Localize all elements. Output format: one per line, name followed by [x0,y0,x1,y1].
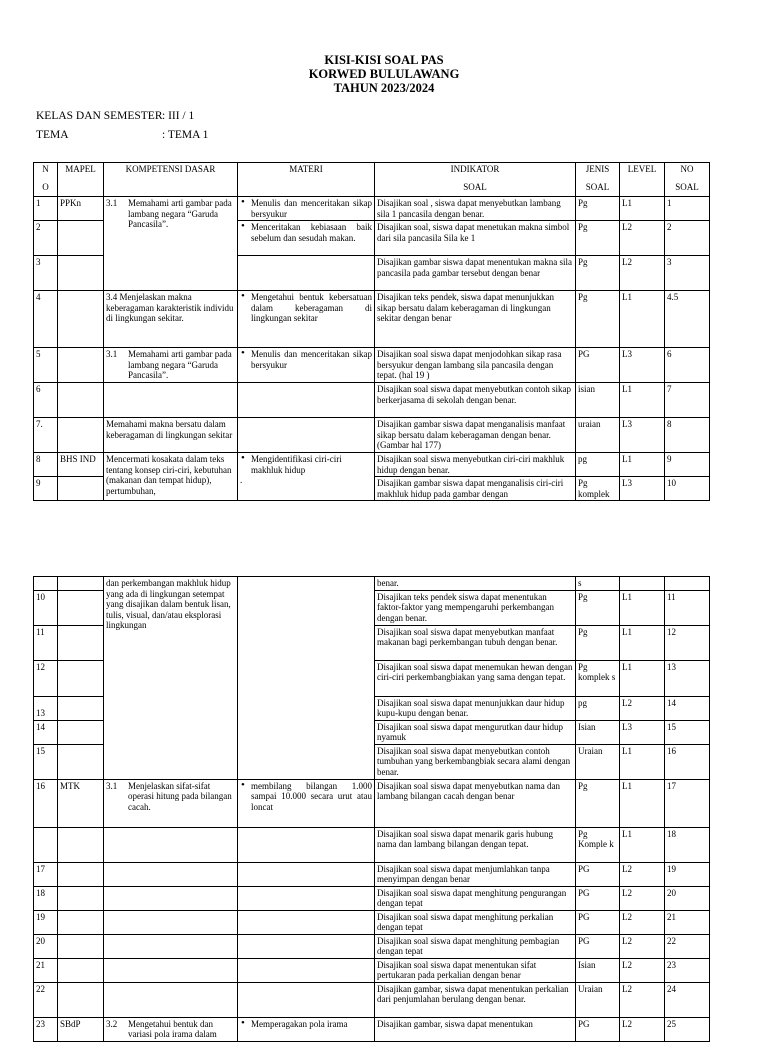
table-cell: 20 [34,934,58,958]
table-cell [238,383,375,418]
header-jenis: JENIS SOAL [576,163,620,197]
table-cell: 15 [665,720,710,744]
table-cell: 25 [665,1017,710,1041]
table-cell: 12 [665,625,710,660]
table-cell: 1 [34,197,58,221]
table-cell: 7 [665,383,710,418]
table-cell: Disajikan soal siswa dapat menyebutkan contoh tumbuhan yang berkembangbiak secara alami dengan benar. [375,744,576,779]
table-cell: L1 [620,744,665,779]
table-cell [58,696,104,720]
table-cell: L1 [620,291,665,348]
table-cell [238,910,375,934]
table-cell [238,982,375,1017]
table-cell: PG [576,862,620,886]
table-cell: Pg [576,779,620,827]
table-cell: Pg komplek [576,477,620,501]
table-cell [104,910,238,934]
table-cell: 19 [665,862,710,886]
table-cell: 6 [665,348,710,383]
table-cell: Uraian [576,982,620,1017]
table-cell: 3 [665,256,710,291]
table-cell: 19 [34,910,58,934]
table-cell: Disajikan gambar, siswa dapat menentukan perkalian dari penjumlahan berulang dengan benar. [375,982,576,1017]
table-cell: 15 [34,744,58,779]
table-cell: Disajikan gambar, siswa dapat menentukan [375,1017,576,1041]
table-cell: uraian [576,418,620,453]
header-materi: MATERI [238,163,375,197]
table-row [34,418,710,453]
kisi-table-page1 [33,162,710,501]
table-cell: L2 [620,696,665,720]
table-cell [58,590,104,625]
table-cell: 20 [665,886,710,910]
table-cell: Disajikan teks pendek siswa dapat menentukan faktor-faktor yang mempengaruhi perkembangan dengan benar. [375,590,576,625]
table-cell: 11 [34,625,58,660]
table-row [34,934,710,958]
table-cell: 13 [34,696,58,720]
table-cell: 21 [665,910,710,934]
table-cell [58,982,104,1017]
table-cell: L2 [620,221,665,256]
tema-value: : TEMA 1 [162,129,209,141]
table-cell [620,577,665,591]
table-cell [58,348,104,383]
table-cell: Disajikan soal siswa dapat mengurutkan daur hidup nyamuk [375,720,576,744]
table-cell: L2 [620,1017,665,1041]
table-cell [238,934,375,958]
table-cell: 5 [34,348,58,383]
table-cell: 11 [665,590,710,625]
table-cell: 8 [665,418,710,453]
table-cell [58,256,104,291]
table-cell: SBdP [58,1017,104,1041]
table-cell: L1 [620,590,665,625]
table-cell [104,862,238,886]
kd-cell: 3.2 Mengetahui bentuk dan variasi pola irama dalam [104,1017,238,1041]
table-cell: pg [576,696,620,720]
table-cell: Disajikan soal siswa dapat menghitung pembagian dengan tepat [375,934,576,958]
table-cell: PG [576,934,620,958]
materi-cell: • Mengetahui bentuk kebersatuan dalam keberagaman di lingkungan sekitar [238,291,375,348]
table-cell: isian [576,383,620,418]
table-cell: Disajikan gambar siswa dapat menganalisis manfaat sikap bersatu dalam keberagaman dengan benar. (Gambar hal 177) [375,418,576,453]
table-cell: 9 [665,453,710,477]
table-cell: Disajikan soal siswa dapat menyebutkan manfaat makanan bagi perkembangan tubuh dengan benar. [375,625,576,660]
table-cell: 22 [34,982,58,1017]
table-cell: Pg [576,197,620,221]
table-cell: 2 [34,221,58,256]
table-cell: 10 [34,590,58,625]
table-cell [238,958,375,982]
table-cell: PG [576,348,620,383]
tema-row [36,129,209,141]
table-cell: benar. [375,577,576,591]
kelas-label: KELAS DAN SEMESTER [36,110,163,122]
materi-cell: • Memperagakan pola irama [238,1017,375,1041]
table-cell: 1 [665,197,710,221]
header-indikator: INDIKATOR SOAL [375,163,576,197]
table-row [34,958,710,982]
table-cell: Disajikan soal siswa dapat menarik garis hubung nama dan lambang bilangan dengan tepat. [375,827,576,862]
table-cell [58,744,104,779]
table-cell: pg [576,453,620,477]
doc-title-line2: KORWED BULULAWANG [308,67,460,81]
table-row [34,453,710,477]
table-cell: BHS IND [58,453,104,477]
table-cell: 18 [34,886,58,910]
table-cell: 12 [34,660,58,696]
table-cell: L1 [620,453,665,477]
table-cell [104,827,238,862]
table-cell [104,383,238,418]
materi-cell: • Menulis dan menceritakan sikap bersyukur [238,197,375,221]
table-cell [238,886,375,910]
table-cell: L2 [620,958,665,982]
table-cell: 8 [34,453,58,477]
table-row [34,291,710,348]
table-cell: Pg [576,625,620,660]
kelas-value: : III / 1 [162,110,195,122]
table-cell: Disajikan soal siswa dapat menjumlahkan tanpa menyimpan dengan benar [375,862,576,886]
table-cell: L2 [620,256,665,291]
table-cell: L1 [620,779,665,827]
table-cell [58,383,104,418]
table-row [34,982,710,1017]
table-cell: Disajikan soal siswa dapat menjodohkan sikap rasa bersyukur dengan lambang sila pancasila dengan tepat. (hal 19 ) [375,348,576,383]
header-kd: KOMPETENSI DASAR [104,163,238,197]
table-row [34,862,710,886]
table-cell: 14 [34,720,58,744]
table-cell: 23 [665,958,710,982]
table-cell: Pg [576,291,620,348]
table-cell: Disajikan soal , siswa dapat menyebutkan lambang sila 1 pancasila dengan benar. [375,197,576,221]
table-cell: 22 [665,934,710,958]
table-cell [58,827,104,862]
table-cell: 21 [34,958,58,982]
table-cell [58,418,104,453]
table-cell: PPKn [58,197,104,221]
table-cell [58,221,104,256]
table-cell: Disajikan soal siswa dapat menyebutkan contoh sikap berkerjasama di sekolah dengan benar. [375,383,576,418]
table-cell [238,862,375,886]
table-cell: Isian [576,720,620,744]
table-cell [58,291,104,348]
table-cell: L3 [620,348,665,383]
materi-cell: • Menulis dan menceritakan sikap bersyukur [238,348,375,383]
table-row [34,779,710,827]
table-cell: 6 [34,383,58,418]
table-cell [104,958,238,982]
table-cell [104,934,238,958]
table-cell: dan perkembangan makhluk hidup yang ada di lingkungan setempat yang disajikan dalam bentuk lisan, tulis, visual, dan/atau eksplorasi lingkungan [104,577,238,780]
table-cell: MTK [58,779,104,827]
table-cell: Disajikan soal siswa dapat menyebutkan nama dan lambang bilangan cacah dengan benar [375,779,576,827]
table-cell: Disajikan soal siswa dapat menghitung pengurangan dengan tepat [375,886,576,910]
table-cell [58,886,104,910]
table-row [34,197,710,221]
table-cell: L3 [620,720,665,744]
table-cell: Pg [576,590,620,625]
table-cell [238,256,375,291]
table-cell [58,625,104,660]
table-cell: Disajikan soal siswa dapat menghitung perkalian dengan tepat [375,910,576,934]
table-cell: Disajikan gambar siswa dapat menentukan makna sila pancasila pada gambar tersebut dengan benar [375,256,576,291]
table-cell: 13 [665,660,710,696]
tema-label: TEMA [36,129,69,141]
materi-cell: • Menceritakan kebiasaan baik sebelum dan sesudah makan. [238,221,375,256]
header-level: LEVEL [620,163,665,197]
table-cell: Pg [576,221,620,256]
table-cell: 3 [34,256,58,291]
kd-cell: 3.1 Memahami arti gambar pada lambang negara “Garuda Pancasila”. [104,197,238,291]
table-cell: L1 [620,660,665,696]
table-cell [238,577,375,780]
table-cell [58,720,104,744]
table-cell: Disajikan soal siswa dapat menunjukkan daur hidup kupu-kupu dengan benar. [375,696,576,720]
table-row [34,886,710,910]
table-cell: 3.4 Menjelaskan makna keberagaman karakteristik individu di lingkungan sekitar. [104,291,238,348]
table-cell: Disajikan soal siswa dapat menentukan sifat pertukaran pada perkalian dengan benar [375,958,576,982]
table-cell: 18 [665,827,710,862]
table-row [34,383,710,418]
table-cell [238,827,375,862]
table-cell: L2 [620,934,665,958]
table-cell [58,477,104,501]
table-cell: PG [576,886,620,910]
table-cell: Pg Komple k [576,827,620,862]
table-cell: Disajikan gambar siswa dapat menganalisis ciri-ciri makhluk hidup pada gambar dengan [375,477,576,501]
table-cell [238,418,375,453]
table-cell: 4 [34,291,58,348]
table-cell: 16 [665,744,710,779]
table-row [34,1017,710,1041]
table-cell: L1 [620,625,665,660]
header-mapel: MAPEL [58,163,104,197]
table-cell: 23 [34,1017,58,1041]
table-row [34,827,710,862]
header-no: N O [34,163,58,197]
table-cell [58,910,104,934]
table-cell: 10 [665,477,710,501]
table-cell: PG [576,910,620,934]
kd-cell: 3.1 Menjelaskan sifat-sifat operasi hitung pada bilangan cacah. [104,779,238,827]
table-row [34,577,710,591]
table-cell: L3 [620,477,665,501]
kelas-row [36,110,195,122]
materi-cell: • membilang bilangan 1.000 sampai 10.000 secara urut atau loncat [238,779,375,827]
table-cell: Mencermati kosakata dalam teks tentang konsep ciri-ciri, kebutuhan (makanan dan tempat hidup), pertumbuhan, [104,453,238,501]
table-cell [58,660,104,696]
table-cell: L1 [620,383,665,418]
table-cell: L3 [620,418,665,453]
table-row [34,910,710,934]
table-cell [34,827,58,862]
table-cell [104,886,238,910]
table-cell: L1 [620,197,665,221]
table-cell: Pg [576,256,620,291]
kisi-table-page2 [33,576,710,1042]
doc-title-line3: TAHUN 2023/2024 [333,81,435,95]
table-cell: 14 [665,696,710,720]
table-cell: Disajikan soal, siswa dapat menetukan makna simbol dari sila pancasila Sila ke 1 [375,221,576,256]
table-cell [665,577,710,591]
table-cell: Memahami makna bersatu dalam keberagaman di lingkungan sekitar [104,418,238,453]
table-cell [58,862,104,886]
table-cell [58,577,104,591]
kd-cell: 3.1 Memahami arti gambar pada lambang negara “Garuda Pancasila”. [104,348,238,383]
table-cell: s [576,577,620,591]
header-nosoal: NO SOAL [665,163,710,197]
table-cell: 7. [34,418,58,453]
table-row [34,348,710,383]
table-cell: Pg komplek s [576,660,620,696]
table-cell: L2 [620,886,665,910]
table-cell [104,982,238,1017]
table-cell: Disajikan teks pendek, siswa dapat menunjukkan sikap bersatu dalam keberagaman di lingkungan sekitar dengan benar [375,291,576,348]
table-cell: 9 [34,477,58,501]
table-header-row [34,163,710,197]
materi-cell: • Mengidentifikasi ciri-ciri makhluk hidup . [238,453,375,501]
table-cell: L2 [620,982,665,1017]
table-cell: 17 [665,779,710,827]
table-cell [58,958,104,982]
table-cell: 16 [34,779,58,827]
table-cell: Uraian [576,744,620,779]
table-cell: Isian [576,958,620,982]
table-cell: L2 [620,862,665,886]
table-cell: 17 [34,862,58,886]
table-cell [34,577,58,591]
table-cell: L1 [620,827,665,862]
table-cell: 24 [665,982,710,1017]
table-cell: L2 [620,910,665,934]
table-cell: PG [576,1017,620,1041]
table-cell [58,934,104,958]
table-cell: 2 [665,221,710,256]
table-cell: Disajikan soal siswa dapat menemukan hewan dengan ciri-ciri perkembangbiakan yang sama dengan tepat. [375,660,576,696]
doc-title-line1: KISI-KISI SOAL PAS [324,53,444,67]
table-cell: 4.5 [665,291,710,348]
table-cell: Disajikan soal siswa menyebutkan ciri-ciri makhluk hidup dengan benar. [375,453,576,477]
